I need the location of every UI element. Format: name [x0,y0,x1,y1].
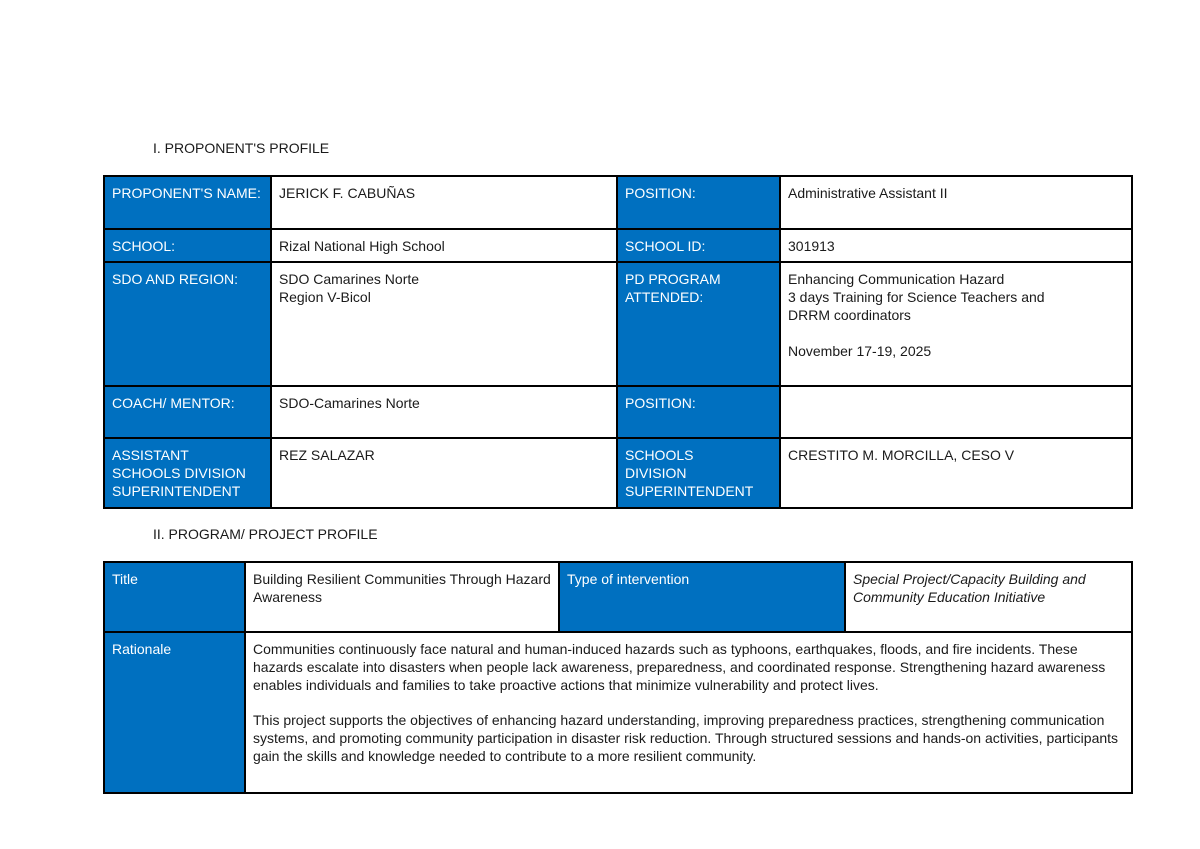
table-row [104,229,1132,262]
proponent-name-value: JERICK F. CABUÑAS [271,176,617,229]
school-id-value: 301913 [780,229,1132,262]
type-of-intervention-value: Special Project/Capacity Building and Community Education Initiative [845,562,1132,632]
sdo-region-label: SDO AND REGION: [104,262,271,386]
section-heading-program-profile: II. PROGRAM/ PROJECT PROFILE [153,526,378,542]
table-row [104,386,1132,438]
school-label: SCHOOL: [104,229,271,262]
pd-program-value [780,262,1132,386]
pd-program-line: DRRM coordinators [788,307,911,323]
coach-position-label: POSITION: [617,386,780,438]
sds-value: CRESTITO M. MORCILLA, CESO V [780,438,1132,508]
pd-program-line: Enhancing Communication Hazard [788,271,1005,287]
section-heading-proponent-profile: I. PROPONENT'S PROFILE [153,140,330,156]
region-value: Region V-Bicol [279,289,371,305]
asds-value: REZ SALAZAR [271,438,617,508]
asds-label-line: SUPERINTENDENT [112,483,241,499]
rationale-paragraph: This project supports the objectives of enhancing hazard understanding, improving preparedness practices, strengthening communication systems, and promoting community participation in disaster risk reduction. Through structured sessions and hands-on activities, participants gain the skills and knowledge needed to contribute to a more resilient community. [253,712,1119,764]
sdo-value: SDO Camarines Norte [279,271,420,287]
coach-mentor-value: SDO-Camarines Norte [271,386,617,438]
position-label: POSITION: [617,176,780,229]
school-value: Rizal National High School [271,229,617,262]
sds-label-line: DIVISION [625,465,687,481]
title-label: Title [104,562,245,632]
spacer [788,324,1124,342]
table-row [104,562,1132,632]
table-row [104,438,1132,508]
program-profile-table [103,561,1133,794]
rationale-paragraph: Communities continuously face natural and human-induced hazards such as typhoons, earthquakes, floods, and fire incidents. These hazards escalate into disasters when people lack awareness, preparedness, and coordinated response. Strengthening hazard awareness enables individuals and families to take proactive actions that minimize vulnerability and protect lives. [253,641,1106,693]
sds-label-line: SCHOOLS [625,447,694,463]
coach-position-value [780,386,1132,438]
sds-label-line: SUPERINTENDENT [625,483,754,499]
table-row [104,262,1132,386]
table-row [104,176,1132,229]
asds-label [104,438,271,508]
table-row [104,632,1132,793]
school-id-label: SCHOOL ID: [617,229,780,262]
asds-label-line: SCHOOLS DIVISION [112,465,246,481]
rationale-label: Rationale [104,632,245,793]
asds-label-line: ASSISTANT [112,447,189,463]
proponent-name-label: PROPONENT'S NAME: [104,176,271,229]
title-value: Building Resilient Communities Through Hazard Awareness [245,562,559,632]
sds-label [617,438,780,508]
sdo-region-value [271,262,617,386]
pd-program-label: PD PROGRAM ATTENDED: [617,262,780,386]
pd-program-line: 3 days Training for Science Teachers and [788,289,1045,305]
position-value: Administrative Assistant II [780,176,1132,229]
coach-mentor-label: COACH/ MENTOR: [104,386,271,438]
pd-program-date: November 17-19, 2025 [788,343,932,359]
rationale-value [245,632,1132,793]
proponent-profile-table [103,175,1133,509]
type-of-intervention-label: Type of intervention [559,562,845,632]
